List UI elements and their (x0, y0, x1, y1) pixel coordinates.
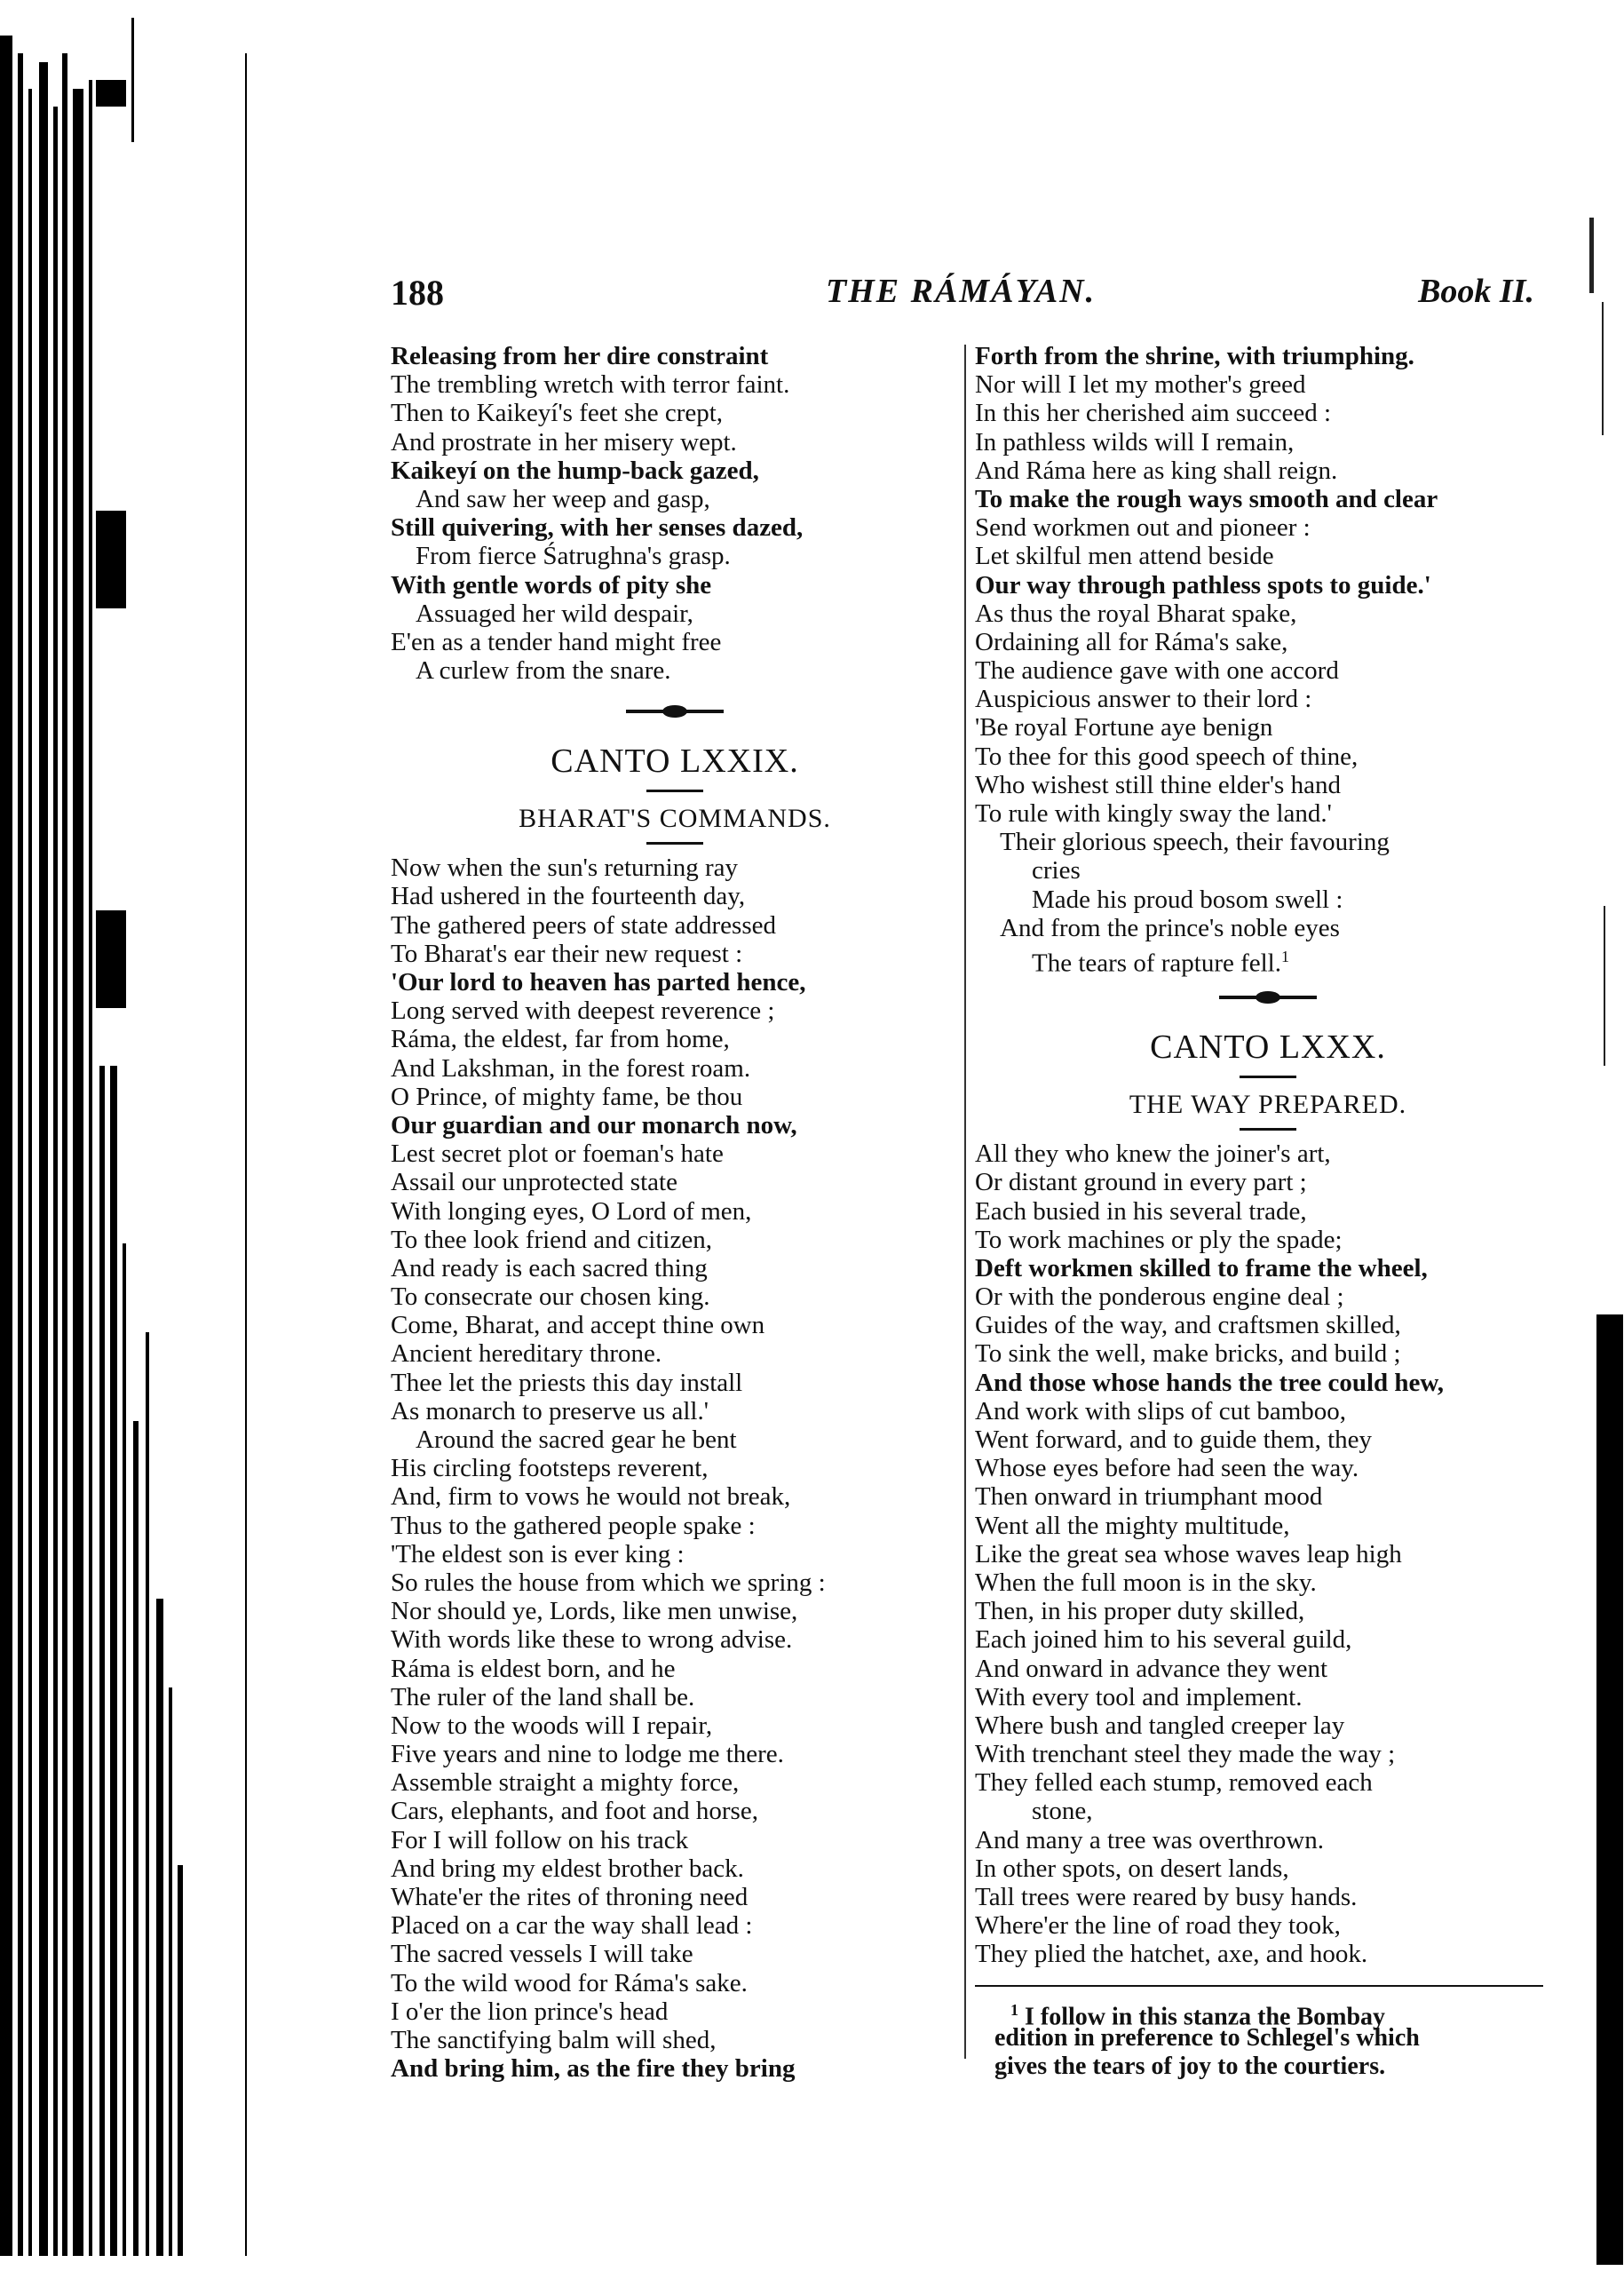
subtitle-rule (1240, 1128, 1296, 1131)
verse-line: Thus to the gathered people spake : (391, 1511, 756, 1540)
verse-line: Like the great sea whose waves leap high (975, 1539, 1402, 1568)
left-column (391, 342, 959, 2083)
verse-line: 'The eldest son is ever king : (391, 1539, 685, 1568)
verse-line: With longing eyes, O Lord of men, (391, 1196, 752, 1226)
canto-lxxx-verses (975, 1139, 1561, 1968)
running-title: THE RÁMÁYAN. (826, 273, 1097, 310)
verse-line: 'Be royal Fortune aye benign (975, 713, 1273, 742)
verse-line: Our guardian and our monarch now, (391, 1110, 797, 1139)
title-rule (1240, 1076, 1296, 1078)
verse-line: 'Our lord to heaven has parted hence, (391, 968, 806, 997)
verse-line: Then onward in triumphant mood (975, 1482, 1323, 1512)
canto-lxxix-subtitle: BHARAT'S COMMANDS. (519, 804, 831, 834)
verse-line: They plied the hatchet, axe, and hook. (975, 1940, 1368, 1969)
verse-line: Or distant ground in every part ; (975, 1168, 1307, 1197)
verse-line: With words like these to wrong advise. (391, 1625, 793, 1655)
verse-line: To Bharat's ear their new request : (391, 939, 743, 968)
verse-line: Had ushered in the fourteenth day, (391, 882, 746, 911)
verse-line: And those whose hands the tree could hew, (975, 1368, 1444, 1397)
verse-line: And, firm to vows he would not break, (391, 1482, 791, 1512)
verse-line: Auspicious answer to their lord : (975, 685, 1312, 714)
verse-line: Our way through pathless spots to guide.' (975, 570, 1431, 600)
verse-line: Ancient hereditary throne. (391, 1339, 662, 1369)
verse-line: Now to the woods will I repair, (391, 1711, 713, 1740)
verse-line: O Prince, of mighty fame, be thou (391, 1082, 743, 1111)
footnote-line: $^1$ I follow in this stanza the Bombay (1010, 2000, 1386, 2030)
verse-line: And onward in advance they went (975, 1654, 1328, 1683)
verse-line: I o'er the lion prince's head (391, 1997, 669, 2026)
right-column (975, 342, 1561, 2081)
verse-line: Lest secret plot or foeman's hate (391, 1139, 724, 1169)
section-ornament (391, 685, 959, 738)
verse-line: Come, Bharat, and accept thine own (391, 1311, 765, 1340)
verse-line: And saw her weep and gasp, (416, 484, 710, 513)
verse-line: From fierce Śatrughna's grasp. (416, 542, 731, 571)
verse-line: Now when the sun's returning ray (391, 854, 739, 883)
verse-line: And Ráma here as king shall reign. (975, 456, 1338, 485)
verse-line: Where bush and tangled creeper lay (975, 1711, 1345, 1740)
verse-line: Around the sacred gear he bent (416, 1425, 737, 1454)
verse-line: To the wild wood for Ráma's sake. (391, 1968, 748, 1997)
canto-lxxix-continued (975, 342, 1561, 942)
verse-line: E'en as a tender hand might free (391, 627, 722, 656)
verse-line: Send workmen out and pioneer : (975, 513, 1311, 543)
verse-line: Still quivering, with her senses dazed, (391, 513, 804, 543)
verse-line: Ordaining all for Ráma's sake, (975, 627, 1288, 656)
rapture-line: The tears of rapture fell. (1032, 949, 1281, 978)
verse-line: Went all the mighty multitude, (975, 1511, 1290, 1540)
verse-line: And prostrate in her misery wept. (391, 427, 737, 457)
verse-line: His circling footsteps reverent, (391, 1454, 709, 1483)
verse-line: And many a tree was overthrown. (975, 1825, 1324, 1854)
verse-line: Forth from the shrine, with triumphing. (975, 342, 1414, 370)
verse-line: Long served with deepest reverence ; (391, 997, 775, 1026)
verse-line: Then, in his proper duty skilled, (975, 1597, 1305, 1626)
verse-line: And ready is each sacred thing (391, 1253, 708, 1282)
verse-line: They felled each stump, removed each (975, 1768, 1373, 1798)
verse-line: As thus the royal Bharat spake, (975, 599, 1297, 628)
verse-line: Or with the ponderous engine deal ; (975, 1282, 1344, 1312)
verse-line: stone, (1032, 1797, 1093, 1826)
verse-line: And bring my eldest brother back. (391, 1854, 744, 1883)
verse-line: As monarch to preserve us all.' (391, 1396, 709, 1425)
verse-line: Releasing from her dire constraint (391, 342, 769, 370)
verse-line: Who wishest still thine elder's hand (975, 770, 1341, 799)
canto-lxxix-verses (391, 854, 959, 2083)
verse-line: To rule with kingly sway the land.' (975, 799, 1332, 828)
canto-lxxx-subtitle: THE WAY PREPARED. (1129, 1090, 1407, 1120)
verse-line: Assail our unprotected state (391, 1168, 677, 1197)
canto-lxxx-title: CANTO LXXX. (1150, 1028, 1386, 1067)
verse-line: Cars, elephants, and foot and horse, (391, 1797, 758, 1826)
verse-line: And work with slips of cut bamboo, (975, 1396, 1347, 1425)
verse-line: With gentle words of pity she (391, 570, 712, 600)
verse-line: Ráma is eldest born, and he (391, 1654, 676, 1683)
verse-line: Placed on a car the way shall lead : (391, 1911, 753, 1941)
canto-lxxviii-ending (391, 342, 959, 685)
verse-line: Kaikeyí on the hump-back gazed, (391, 456, 759, 485)
footnote-rule (975, 1985, 1543, 1987)
verse-line: And Lakshman, in the forest roam. (391, 1053, 751, 1083)
verse-line: The sanctifying balm will shed, (391, 2025, 717, 2054)
verse-line: Whate'er the rites of throning need (391, 1883, 749, 1911)
title-rule (646, 790, 703, 792)
verse-line: Guides of the way, and craftsmen skilled, (975, 1311, 1401, 1340)
verse-line: To thee for this good speech of thine, (975, 742, 1359, 771)
section-ornament (975, 971, 1561, 1024)
verse-line: Ráma, the eldest, far from home, (391, 1025, 730, 1054)
verse-line: So rules the house from which we spring : (391, 1568, 826, 1597)
verse-line: Where'er the line of road they took, (975, 1911, 1341, 1941)
verse-line: To consecrate our chosen king. (391, 1282, 710, 1312)
verse-line: To make the rough ways smooth and clear (975, 484, 1438, 513)
page-number: 188 (391, 273, 444, 313)
verse-line: The trembling wretch with terror faint. (391, 370, 790, 400)
verse-line: And from the prince's noble eyes (1000, 913, 1340, 942)
verse-line: Nor will I let my mother's greed (975, 370, 1306, 400)
verse-line: Whose eyes before had seen the way. (975, 1454, 1359, 1483)
verse-line: Assuaged her wild despair, (416, 599, 693, 628)
verse-line: When the full moon is in the sky. (975, 1568, 1317, 1597)
verse-line: Tall trees were reared by busy hands. (975, 1883, 1358, 1911)
book-reference: Book II. (1418, 273, 1534, 310)
verse-line: All they who knew the joiner's art, (975, 1139, 1331, 1169)
verse-line: cries (1032, 856, 1081, 885)
verse-line: With trenchant steel they made the way ; (975, 1740, 1396, 1769)
verse-line: And bring him, as the fire they bring (391, 2054, 796, 2084)
canto-lxxix-title: CANTO LXXIX. (551, 742, 799, 781)
verse-line: In other spots, on desert lands, (975, 1854, 1289, 1883)
verse-line: Five years and nine to lodge me there. (391, 1740, 784, 1769)
verse-line: Then to Kaikeyí's feet she crept, (391, 399, 724, 428)
footnote-mark: 1 (1010, 2000, 1018, 2019)
footnote (975, 1996, 1561, 2082)
verse-line: The ruler of the land shall be. (391, 1682, 695, 1711)
verse-line: Thee let the priests this day install (391, 1368, 743, 1397)
verse-line: Deft workmen skilled to frame the wheel, (975, 1253, 1428, 1282)
verse-line: With every tool and implement. (975, 1682, 1303, 1711)
verse-line: A curlew from the snare. (416, 656, 671, 686)
footnote-reference: 1 (1281, 947, 1289, 965)
verse-line: Each joined him to his several guild, (975, 1625, 1352, 1655)
verse-line: To work machines or ply the spade; (975, 1225, 1343, 1254)
verse-line: Made his proud bosom swell : (1032, 885, 1343, 914)
verse-line: Let skilful men attend beside (975, 542, 1274, 571)
verse-line: To sink the well, make bricks, and build ; (975, 1339, 1401, 1369)
footnote-line: edition in preference to Schlegel's which (994, 2023, 1420, 2052)
subtitle-rule (646, 842, 703, 845)
verse-line: In this her cherished aim succeed : (975, 399, 1332, 428)
verse-line: Their glorious speech, their favouring (1000, 828, 1390, 857)
verse-line: Went forward, and to guide them, they (975, 1425, 1373, 1454)
verse-line (975, 942, 1561, 978)
verse-line: To thee look friend and citizen, (391, 1225, 712, 1254)
running-header (391, 272, 1545, 316)
verse-line: Assemble straight a mighty force, (391, 1768, 740, 1798)
column-divider (964, 345, 966, 2059)
footnote-line: gives the tears of joy to the courtiers. (994, 2052, 1386, 2080)
verse-line: Nor should ye, Lords, like men unwise, (391, 1597, 798, 1626)
verse-line: The gathered peers of state addressed (391, 910, 776, 940)
verse-line: Each busied in his several trade, (975, 1196, 1307, 1226)
verse-line: The audience gave with one accord (975, 656, 1339, 686)
verse-line: The sacred vessels I will take (391, 1940, 693, 1969)
verse-line: In pathless wilds will I remain, (975, 427, 1295, 457)
verse-line: For I will follow on his track (391, 1825, 689, 1854)
